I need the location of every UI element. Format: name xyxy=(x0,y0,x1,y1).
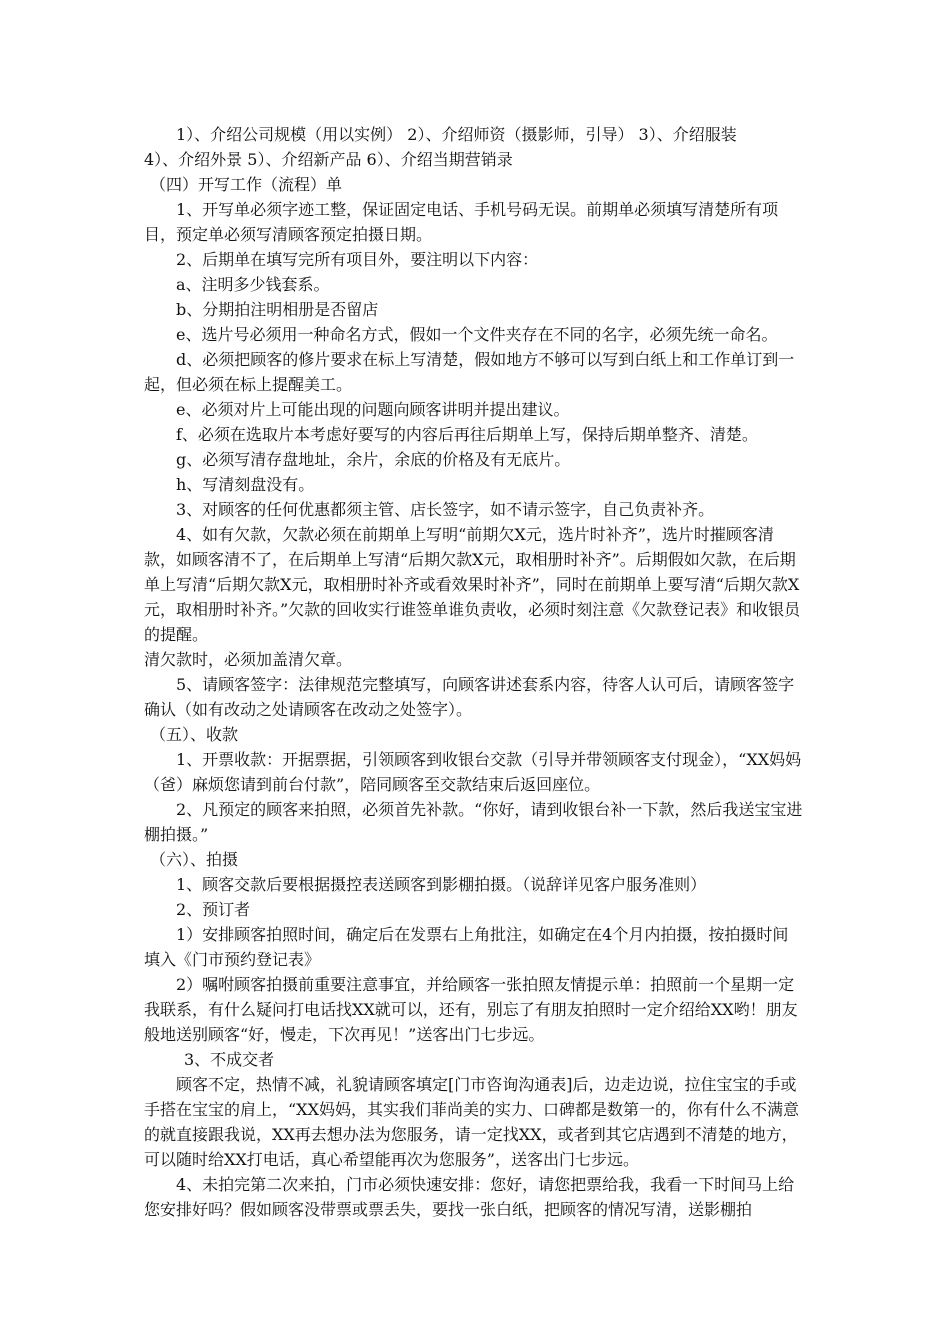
paragraph: 4、如有欠款，欠款必须在前期单上写明“前期欠X元，选片时补齐”，选片时摧顾客清款，如顾客清不了，在后期单上写清“后期欠款X元，取相册时补齐”。后期假如欠款，在后期单上写清“后期欠款X元，取相册时补齐或看效果时补齐”，同时在前期单上要写清“后期欠款X元，取相册时补齐。”欠款的回收实行谁签单谁负责收，必须时刻注意《欠款登记表》和收银员的提醒。 xyxy=(144,525,801,644)
paragraph: e、选片号必须用一种命名方式，假如一个文件夹存在不同的名字，必须先统一命名。 xyxy=(176,325,778,344)
section-heading: （四）开写工作（流程）单 xyxy=(150,175,343,194)
paragraph: h、写清刻盘没有。 xyxy=(176,475,315,494)
paragraph: 2）嘱咐顾客拍摄前重要注意事宜，并给顾客一张拍照友情提示单：拍照前一个星期一定我联系，有什么疑问打电话找XX就可以，还有，别忘了有朋友拍照时一定介绍给XX哟！朋友般地送别顾客“好，慢走，下次再见！”送客出门七步远。 xyxy=(144,975,798,1044)
paragraph: 清欠款时，必须加盖清欠章。 xyxy=(144,650,353,669)
paragraph: 2、后期单在填写完所有项目外，要注明以下内容： xyxy=(176,250,539,269)
paragraph: g、必须写清存盘地址，余片，余底的价格及有无底片。 xyxy=(176,450,571,469)
paragraph: 5、请顾客签字：法律规范完整填写，向顾客讲述套系内容，待客人认可后，请顾客签字确认（如有改动之处请顾客在改动之处签字）。 xyxy=(144,675,795,719)
paragraph: f、必须在选取片本考虑好要写的内容后再往后期单上写，保持后期单整齐、清楚。 xyxy=(176,425,758,444)
paragraph: 顾客不定，热情不减，礼貌请顾客填定[门市咨询沟通表]后，边走边说，拉住宝宝的手或手搭在宝宝的肩上，“XX妈妈，其实我们菲尚美的实力、口碑都是数第一的，你有什么不满意的就直接跟我说，XX再去想办法为您服务，请一定找XX，或者到其它店遇到不清楚的地方，可以随时给XX打电话，真心希望能再次为您服务”，送客出门七步远。 xyxy=(144,1075,799,1169)
paragraph: 3、不成交者 xyxy=(184,1050,275,1069)
paragraph: 2、凡预定的顾客来拍照，必须首先补款。“你好，请到收银台补一下款，然后我送宝宝进棚拍摄。” xyxy=(144,800,803,844)
intro-line: 4）、介绍外景 5）、介绍新产品 6）、介绍当期营销录 xyxy=(144,150,513,169)
paragraph: e、必须对片上可能出现的问题向顾客讲明并提出建议。 xyxy=(176,400,570,419)
paragraph: 1、开票收款：开据票据，引领顾客到收银台交款（引导并带领顾客支付现金），“XX妈妈（爸）麻烦您请到前台付款”，陪同顾客至交款结束后返回座位。 xyxy=(144,750,802,794)
paragraph: 1、开写单必须字迹工整，保证固定电话、手机号码无误。前期单必须填写清楚所有项目，预定单必须写清顾客预定拍摄日期。 xyxy=(144,200,779,244)
document-body xyxy=(144,122,804,1222)
paragraph: 1、顾客交款后要根据摄控表送顾客到影棚拍摄。（说辞详见客户服务准则） xyxy=(176,875,707,894)
intro-line: 1）、介绍公司规模（用以实例） 2）、介绍师资（摄影师，引导） 3）、介绍服装 xyxy=(176,125,737,144)
paragraph: b、分期拍注明相册是否留店 xyxy=(176,300,379,319)
paragraph: d、必须把顾客的修片要求在标上写清楚，假如地方不够可以写到白纸上和工作单订到一起，但必须在标上提醒美工。 xyxy=(144,350,795,394)
paragraph: 1）安排顾客拍照时间，确定后在发票右上角批注，如确定在4个月内拍摄，按拍摄时间填入《门市预约登记表》 xyxy=(144,925,789,969)
paragraph: a、注明多少钱套系。 xyxy=(176,275,330,294)
paragraph: 2、预订者 xyxy=(176,900,251,919)
paragraph: 4、未拍完第二次来拍，门市必须快速安排：您好，请您把票给我，我看一下时间马上给您安排好吗？假如顾客没带票或票丢失，要找一张白纸，把顾客的情况写清，送影棚拍 xyxy=(144,1175,795,1219)
paragraph: 3、对顾客的任何优惠都须主管、店长签字，如不请示签字，自己负责补齐。 xyxy=(176,500,715,519)
section-heading: （六）、拍摄 xyxy=(150,850,239,869)
section-heading: （五）、收款 xyxy=(150,725,239,744)
